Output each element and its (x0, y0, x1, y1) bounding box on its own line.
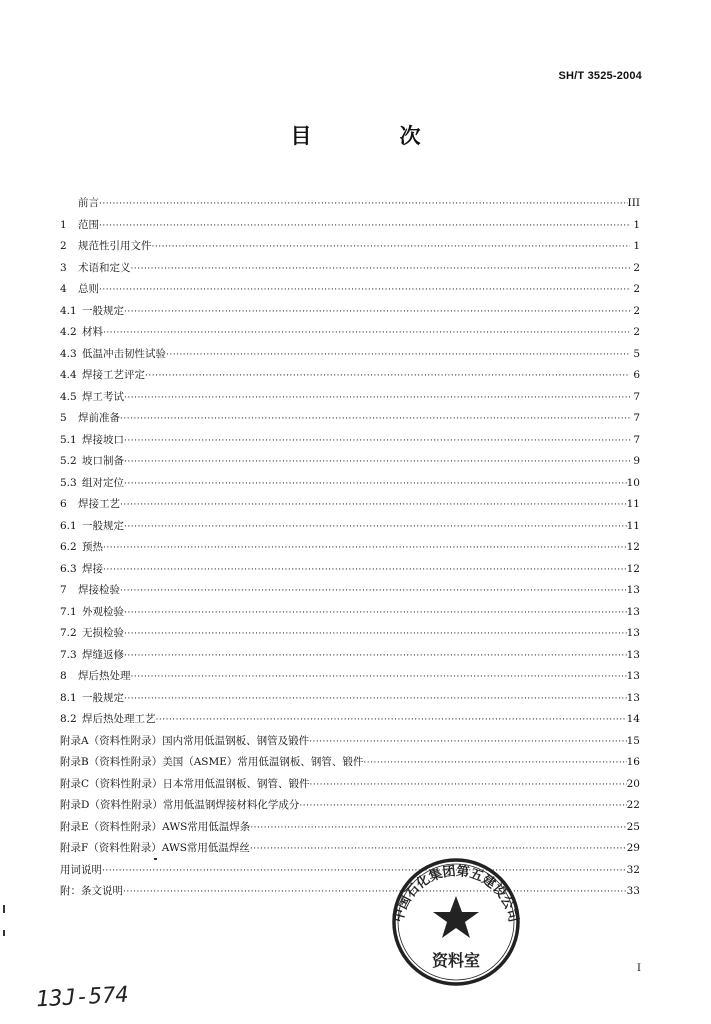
scan-speck (3, 905, 5, 913)
toc-label: 前言 (78, 197, 99, 209)
toc-leader (131, 259, 631, 281)
toc-leader (102, 861, 627, 883)
toc-page: 32 (626, 863, 640, 876)
toc-leader (166, 345, 630, 367)
toc-label: 坡口制备 (82, 455, 124, 467)
toc-entry[interactable] (60, 430, 640, 452)
toc-entry[interactable] (60, 494, 640, 516)
toc-leader (124, 474, 627, 496)
toc-leader (124, 603, 627, 625)
toc-label: 附录D（资料性附录）常用低温钢焊接材料化学成分 (60, 799, 300, 811)
toc-leader (156, 710, 627, 732)
toc-leader (120, 409, 630, 431)
toc-label: 预热 (82, 541, 103, 553)
toc-label: 附录B（资料性附录）美国（ASME）常用低温钢板、钢管、锻件 (60, 756, 364, 768)
toc-label: 焊接坡口 (82, 433, 124, 446)
toc-number: 6.1 (60, 519, 77, 532)
toc-page: 5 (633, 347, 640, 360)
toc-label: 附录A（资料性附录）国内常用低温钢板、钢管及锻件 (60, 734, 310, 747)
toc-entry[interactable] (60, 666, 640, 688)
toc-number: 7.2 (60, 627, 77, 639)
toc-label: 低温冲击韧性试验 (82, 347, 166, 360)
toc-label: 规范性引用文件 (78, 240, 152, 252)
toc-entry[interactable] (60, 774, 640, 796)
toc-leader (103, 560, 627, 582)
toc-leader (124, 452, 630, 474)
toc-entry[interactable] (60, 451, 640, 473)
toc-label: 焊接检验 (78, 584, 120, 596)
toc-label: 一般规定 (82, 519, 124, 532)
toc-entry[interactable] (60, 752, 640, 774)
toc-page: 13 (626, 691, 640, 704)
toc-leader (250, 818, 626, 840)
toc-label: 总则 (78, 283, 99, 295)
toc-number: 4.4 (60, 369, 77, 381)
toc-leader (103, 538, 627, 560)
toc-entry[interactable] (60, 580, 640, 602)
toc-entry[interactable] (60, 731, 640, 753)
toc-label: 焊工考试 (82, 390, 124, 403)
toc-number: 7.3 (60, 648, 77, 661)
toc-leader (299, 796, 626, 818)
star-icon (433, 896, 479, 938)
toc-label: 无损检验 (82, 627, 124, 639)
toc-leader (152, 237, 631, 259)
toc-leader (131, 667, 627, 689)
toc-entry[interactable] (60, 709, 640, 731)
toc-number: 8.2 (60, 713, 77, 725)
handwritten-note: 13J-574 (35, 982, 130, 1013)
toc-page: 2 (633, 304, 640, 317)
toc-leader (120, 581, 627, 603)
toc-leader (363, 753, 626, 775)
toc-entry[interactable] (60, 537, 640, 559)
toc-page: 1 (633, 240, 640, 252)
toc-entry[interactable] (60, 387, 640, 409)
toc-leader (309, 732, 627, 754)
toc-leader (124, 431, 630, 453)
seal-outer-text: 中国石化集团第五建设公司 (391, 864, 521, 924)
toc-number: 2 (60, 240, 67, 252)
toc-entry[interactable] (60, 344, 640, 366)
toc-page: 10 (626, 476, 640, 489)
toc-entry[interactable] (60, 881, 640, 903)
toc-leader (99, 194, 628, 216)
toc-number: 5.2 (60, 455, 77, 467)
table-of-contents (60, 193, 640, 903)
toc-leader (99, 280, 630, 302)
toc-leader (103, 323, 630, 345)
toc-page: 15 (626, 734, 640, 747)
toc-page: III (627, 197, 640, 209)
toc-number: 3 (60, 261, 67, 274)
toc-page: 11 (626, 498, 640, 510)
toc-page: 12 (626, 562, 640, 575)
toc-label: 附录F（资料性附录）AWS常用低温焊丝 (60, 842, 250, 854)
toc-page: 11 (626, 519, 640, 532)
toc-page: 7 (633, 390, 640, 403)
toc-entry[interactable] (60, 193, 640, 215)
toc-entry[interactable] (60, 215, 640, 237)
toc-label: 一般规定 (82, 691, 124, 704)
toc-entry[interactable] (60, 688, 640, 710)
title-char-1: 目 (290, 123, 312, 148)
toc-leader (99, 216, 630, 238)
toc-label: 附录C（资料性附录）日本常用低温钢板、钢管、锻件 (60, 777, 310, 790)
toc-page: 13 (626, 605, 640, 618)
toc-label: 焊接工艺评定 (82, 369, 145, 381)
toc-page: 2 (633, 261, 640, 274)
toc-entry[interactable] (60, 645, 640, 667)
toc-page: 29 (626, 842, 640, 854)
toc-page: 33 (626, 885, 640, 897)
toc-entry[interactable] (60, 279, 640, 301)
toc-number: 4.5 (60, 390, 77, 403)
toc-label: 范围 (78, 218, 99, 231)
toc-entry[interactable] (60, 623, 640, 645)
toc-page: 2 (633, 283, 640, 295)
toc-leader (124, 388, 630, 410)
toc-entry[interactable] (60, 258, 640, 280)
toc-label: 外观检验 (82, 605, 124, 618)
toc-leader (124, 689, 627, 711)
standard-code: SH/T 3525-2004 (558, 70, 642, 82)
toc-page: 9 (633, 455, 640, 467)
toc-leader (124, 624, 627, 646)
toc-entry[interactable] (60, 322, 640, 344)
toc-number: 7 (60, 584, 67, 596)
toc-leader (124, 302, 630, 324)
toc-leader (124, 646, 627, 668)
toc-page: 12 (626, 541, 640, 553)
toc-page: 6 (633, 369, 640, 381)
toc-page: 7 (633, 412, 640, 424)
toc-label: 组对定位 (82, 476, 124, 489)
toc-number: 8.1 (60, 691, 77, 704)
toc-label: 附录E（资料性附录）AWS常用低温焊条 (60, 820, 251, 833)
toc-leader (145, 366, 630, 388)
page-title (0, 120, 711, 150)
toc-number: 8 (60, 670, 67, 682)
toc-entry[interactable] (60, 408, 640, 430)
toc-label: 用词说明 (60, 863, 102, 876)
toc-leader (123, 882, 627, 904)
toc-page: 13 (626, 670, 640, 682)
toc-leader (120, 495, 627, 517)
toc-label: 焊后热处理 (78, 670, 131, 682)
toc-entry[interactable] (60, 365, 640, 387)
toc-number: 7.1 (60, 605, 77, 618)
page-number: I (637, 963, 641, 974)
toc-number: 6.2 (60, 541, 77, 553)
toc-entry[interactable] (60, 301, 640, 323)
toc-page: 20 (626, 777, 640, 790)
toc-number: 1 (60, 218, 67, 231)
toc-label: 术语和定义 (78, 261, 131, 274)
toc-leader (310, 775, 627, 797)
toc-number: 4 (60, 283, 67, 295)
toc-leader (124, 517, 627, 539)
toc-number: 6.3 (60, 562, 77, 575)
seal-inner-text: 资料室 (431, 951, 481, 970)
organization-seal-stamp (378, 848, 534, 990)
toc-number: 4.1 (60, 304, 77, 317)
toc-label: 焊缝返修 (82, 648, 124, 661)
toc-entry[interactable] (60, 473, 640, 495)
toc-entry[interactable] (60, 838, 640, 860)
toc-entry[interactable] (60, 795, 640, 817)
toc-label: 焊接工艺 (78, 498, 120, 510)
toc-page: 13 (626, 627, 640, 639)
toc-page: 16 (626, 756, 640, 768)
toc-entry[interactable] (60, 559, 640, 581)
toc-number: 6 (60, 498, 67, 510)
toc-number: 5 (60, 412, 67, 424)
scan-speck (154, 858, 157, 860)
toc-label: 焊后热处理工艺 (82, 713, 156, 725)
toc-label: 材料 (82, 326, 103, 338)
title-char-2: 次 (399, 123, 421, 148)
toc-entry[interactable] (60, 516, 640, 538)
toc-number: 4.3 (60, 347, 77, 360)
toc-number: 5.1 (60, 433, 77, 446)
toc-label: 焊前准备 (78, 412, 120, 424)
toc-label: 一般规定 (82, 304, 124, 317)
toc-page: 2 (633, 326, 640, 338)
toc-number: 5.3 (60, 476, 77, 489)
toc-page: 7 (633, 433, 640, 446)
toc-page: 13 (626, 584, 640, 596)
toc-entry[interactable] (60, 860, 640, 882)
toc-page: 25 (626, 820, 640, 833)
toc-entry[interactable] (60, 817, 640, 839)
toc-number: 4.2 (60, 326, 77, 338)
toc-label: 附：条文说明 (60, 885, 123, 897)
toc-page: 1 (633, 218, 640, 231)
toc-page: 14 (626, 713, 640, 725)
toc-page: 13 (626, 648, 640, 661)
toc-label: 焊接 (82, 562, 103, 575)
toc-entry[interactable] (60, 236, 640, 258)
scan-speck (3, 930, 5, 936)
toc-page: 22 (626, 799, 640, 811)
toc-entry[interactable] (60, 602, 640, 624)
